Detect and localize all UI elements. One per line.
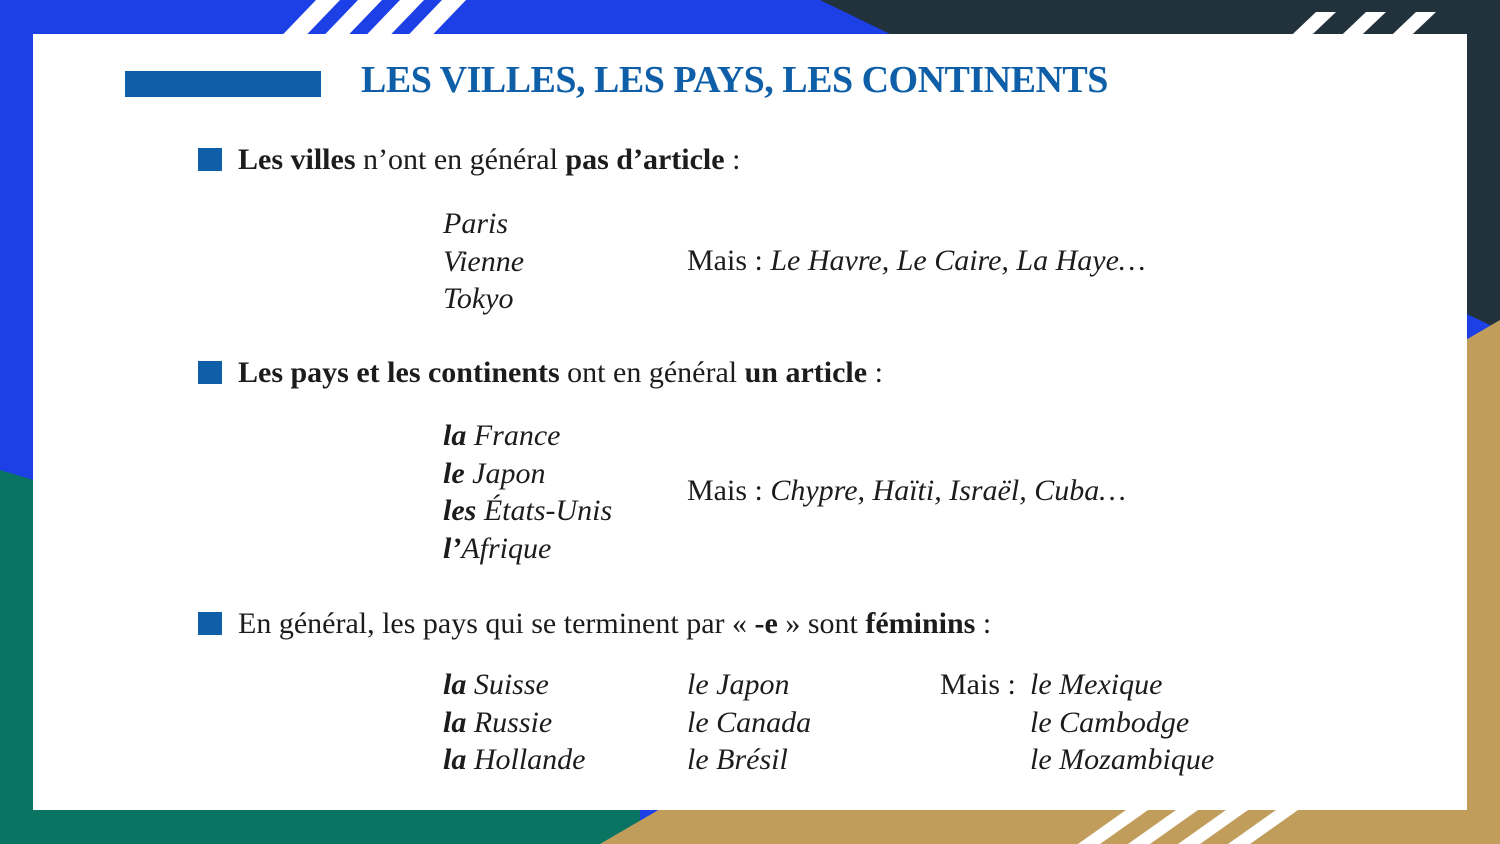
exception-example: le Mexique	[1030, 668, 1163, 701]
rule-text-part: » sont	[777, 607, 866, 640]
rule-bold-subject: Les villes	[238, 143, 356, 176]
rule-bold-subject: Les pays et les continents	[238, 356, 560, 389]
country-example	[443, 530, 612, 568]
masculine-example: le Brésil	[687, 743, 788, 776]
mais-label: Mais :	[940, 668, 1016, 701]
city-exceptions	[687, 241, 1146, 281]
feminine-examples	[443, 666, 586, 779]
noun: Russie	[466, 705, 553, 739]
masculine-examples	[687, 666, 811, 779]
city-examples	[443, 205, 524, 318]
noun: Japon	[464, 456, 546, 490]
rule-bold-keyword: féminins	[865, 607, 976, 640]
feminine-example	[443, 666, 586, 704]
rule-text	[238, 353, 883, 393]
bullet-square-icon	[198, 361, 222, 384]
country-examples	[443, 417, 612, 567]
masculine-exceptions	[1030, 666, 1214, 779]
city-example: Paris	[443, 207, 509, 240]
noun: Hollande	[466, 743, 586, 776]
rule-bold-keyword: un article	[744, 356, 868, 389]
page-title: LES VILLES, LES PAYS, LES CONTINENTS	[361, 59, 1108, 101]
rule-text-part: ont en général	[559, 356, 745, 389]
noun: France	[466, 419, 561, 452]
noun: États-Unis	[476, 494, 613, 527]
rule-text-end: :	[975, 607, 992, 640]
bullet-square-icon	[198, 612, 222, 635]
article: la	[443, 705, 467, 739]
bullet-square-icon	[198, 148, 222, 171]
rule-text-end: :	[724, 143, 741, 176]
noun: Suisse	[466, 668, 549, 701]
title-accent-bar	[125, 71, 321, 97]
noun: Afrique	[461, 531, 552, 565]
article: les	[443, 494, 477, 527]
rule-bold-ending: -e	[754, 607, 778, 640]
mais-text: Chypre, Haïti, Israël, Cuba…	[770, 474, 1126, 507]
rule-text-part: En général, les pays qui se terminent par «	[238, 607, 755, 640]
country-exceptions	[687, 471, 1126, 511]
exception-example: le Mozambique	[1030, 743, 1215, 776]
masculine-example: le Canada	[687, 705, 812, 739]
article: la	[443, 668, 467, 701]
country-example	[443, 417, 612, 455]
exception-example: le Cambodge	[1030, 705, 1190, 739]
feminine-example	[443, 704, 586, 742]
rule-text	[238, 604, 991, 644]
rule-text-end: :	[867, 356, 883, 389]
feminine-example	[443, 741, 586, 779]
city-example: Tokyo	[443, 282, 514, 315]
mais-text: Le Havre, Le Caire, La Haye…	[770, 244, 1146, 277]
country-example	[443, 492, 612, 530]
rule-bold-keyword: pas d’article	[565, 143, 725, 176]
rule-text	[238, 140, 740, 180]
article: le	[443, 456, 465, 490]
masculine-example: le Japon	[687, 668, 790, 701]
country-example	[443, 455, 612, 493]
rule-text-part: n’ont en général	[355, 143, 566, 176]
article: la	[443, 743, 467, 776]
article: l’	[443, 531, 462, 565]
city-example: Vienne	[443, 244, 525, 278]
content-card	[33, 34, 1467, 810]
mais-label: Mais :	[687, 474, 771, 507]
article: la	[443, 419, 467, 452]
mais-label: Mais :	[687, 244, 771, 277]
